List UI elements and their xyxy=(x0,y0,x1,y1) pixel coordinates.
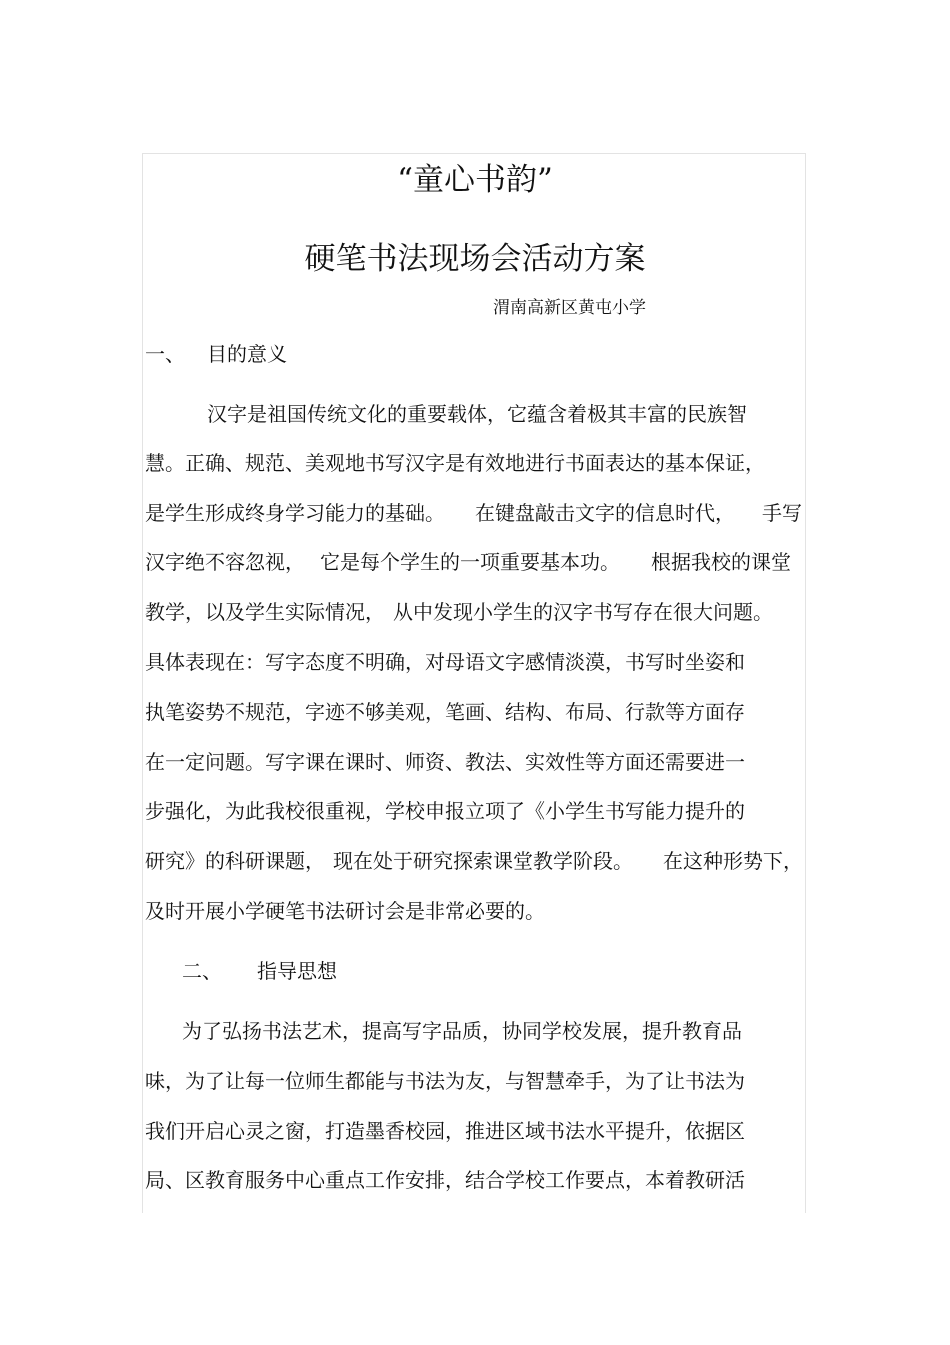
para1-line: 是学生形成终身学习能力的基础。 xyxy=(145,501,445,525)
para1-line: 及时开展小学硬笔书法研讨会是非常必要的。 xyxy=(145,899,545,923)
para1-line: 汉字绝不容忽视， xyxy=(145,550,305,574)
section2-number: 二、 xyxy=(182,959,222,983)
para1-line: 从中发现小学生的汉字书写存在很大问题。 xyxy=(393,600,773,624)
para1-line: 在一定问题。写字课在课时、师资、教法、实效性等方面还需要进一 xyxy=(145,750,745,774)
para1-line: 根据我校的课堂 xyxy=(651,550,791,574)
page-frame xyxy=(142,153,806,1213)
para1-line: 具体表现在：写字态度不明确，对母语文字感情淡漠，书写时坐姿和 xyxy=(145,650,745,674)
section2-heading: 指导思想 xyxy=(257,959,337,983)
para1-line: 在这种形势下， xyxy=(663,849,803,873)
section1-number: 一、 xyxy=(145,342,185,366)
doc-title-line2: 硬笔书法现场会活动方案 xyxy=(304,241,646,277)
para2-line: 局、区教育服务中心重点工作安排，结合学校工作要点，本着教研活 xyxy=(145,1168,745,1192)
para1-line: 现在处于研究探索课堂教学阶段。 xyxy=(333,849,633,873)
para1-line: 执笔姿势不规范，字迹不够美观，笔画、结构、布局、行款等方面存 xyxy=(145,700,745,724)
para1-line: 研究》的科研课题， xyxy=(145,849,325,873)
para2-line: 我们开启心灵之窗，打造墨香校园，推进区域书法水平提升，依据区 xyxy=(145,1119,745,1143)
para1-line: 在键盘敲击文字的信息时代， xyxy=(475,501,735,525)
para1-line: 它是每个学生的一项重要基本功。 xyxy=(320,550,620,574)
para1-line: 步强化，为此我校很重视，学校申报立项了《小学生书写能力提升的 xyxy=(145,799,745,823)
section1-heading: 目的意义 xyxy=(207,342,287,366)
para1-line: 手写 xyxy=(762,501,802,525)
school-name: 渭南高新区黄屯小学 xyxy=(493,298,646,318)
doc-title-line1: “童心书韵” xyxy=(397,162,553,198)
para1-line: 教学，以及学生实际情况， xyxy=(145,600,385,624)
para1-line: 慧。正确、规范、美观地书写汉字是有效地进行书面表达的基本保证， xyxy=(145,451,765,475)
para2-line: 为了弘扬书法艺术，提高写字品质，协同学校发展，提升教育品 xyxy=(182,1019,742,1043)
para2-line: 味，为了让每一位师生都能与书法为友，与智慧牵手，为了让书法为 xyxy=(145,1069,745,1093)
para1-line: 汉字是祖国传统文化的重要载体，它蕴含着极其丰富的民族智 xyxy=(207,402,747,426)
